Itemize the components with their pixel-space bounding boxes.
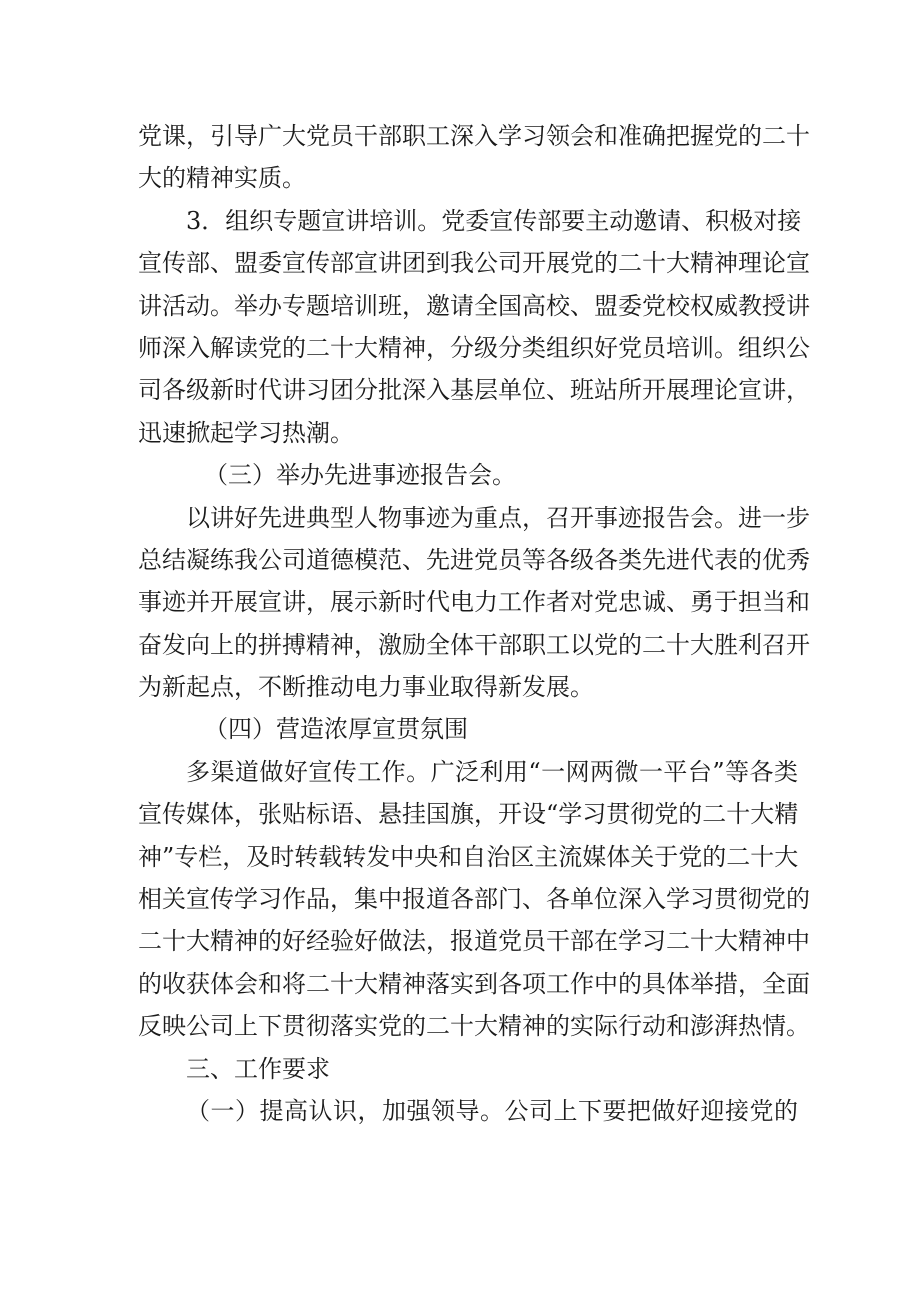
text-line: 总结凝练我公司道德模范、先进党员等各级各类先进代表的优秀 [138, 545, 810, 574]
text-line: 宣传媒体，张贴标语、悬挂国旗，开设“学习贯彻党的二十大精 [138, 800, 799, 829]
section-heading: 三、工作要求 [186, 1054, 330, 1083]
document-body [138, 115, 810, 1132]
text-line: 大的精神实质。 [138, 164, 306, 193]
text-line: 多渠道做好宣传工作。广泛利用“一网两微一平台”等各类 [186, 757, 798, 786]
text-line: 反映公司上下贯彻落实党的二十大精神的实际行动和澎湃热情。 [138, 1012, 810, 1041]
text-line: 为新起点，不断推动电力事业取得新发展。 [138, 673, 594, 702]
text-line: （一）提高认识，加强领导。公司上下要把做好迎接党的 [186, 1096, 798, 1125]
text-line: 宣传部、盟委宣传部宣讲团到我公司开展党的二十大精神理论宣 [138, 249, 810, 278]
text-line: 的收获体会和将二十大精神落实到各项工作中的具体举措，全面 [138, 969, 810, 998]
text-line: 奋发向上的拼搏精神，激励全体干部职工以党的二十大胜利召开 [138, 630, 810, 659]
text-line: 司各级新时代讲习团分批深入基层单位、班站所开展理论宣讲， [138, 376, 810, 405]
text-line: 迅速掀起学习热潮。 [138, 418, 354, 447]
text-line: 党课，引导广大党员干部职工深入学习领会和准确把握党的二十 [138, 122, 810, 150]
text-line: 神”专栏，及时转载转发中央和自治区主流媒体关于党的二十大 [138, 842, 799, 871]
section-subheading: （四）营造浓厚宣贯氛围 [204, 715, 468, 744]
list-item-heading: 3．组织专题宣讲培训。党委宣传部要主动邀请、积极对接 [186, 206, 802, 235]
text-line: 讲活动。举办专题培训班，邀请全国高校、盟委党校权威教授讲 [138, 291, 810, 320]
text-line: 二十大精神的好经验好做法，报道党员干部在学习二十大精神中 [138, 927, 810, 956]
text-line: 以讲好先进典型人物事迹为重点，召开事迹报告会。进一步 [186, 503, 810, 532]
text-line: 师深入解读党的二十大精神，分级分类组织好党员培训。组织公 [138, 333, 810, 362]
text-line: 事迹并开展宣讲，展示新时代电力工作者对党忠诚、勇于担当和 [138, 588, 810, 617]
text-line: 相关宣传学习作品，集中报道各部门、各单位深入学习贯彻党的 [138, 885, 810, 914]
section-subheading: （三）举办先进事迹报告会。 [204, 461, 516, 490]
